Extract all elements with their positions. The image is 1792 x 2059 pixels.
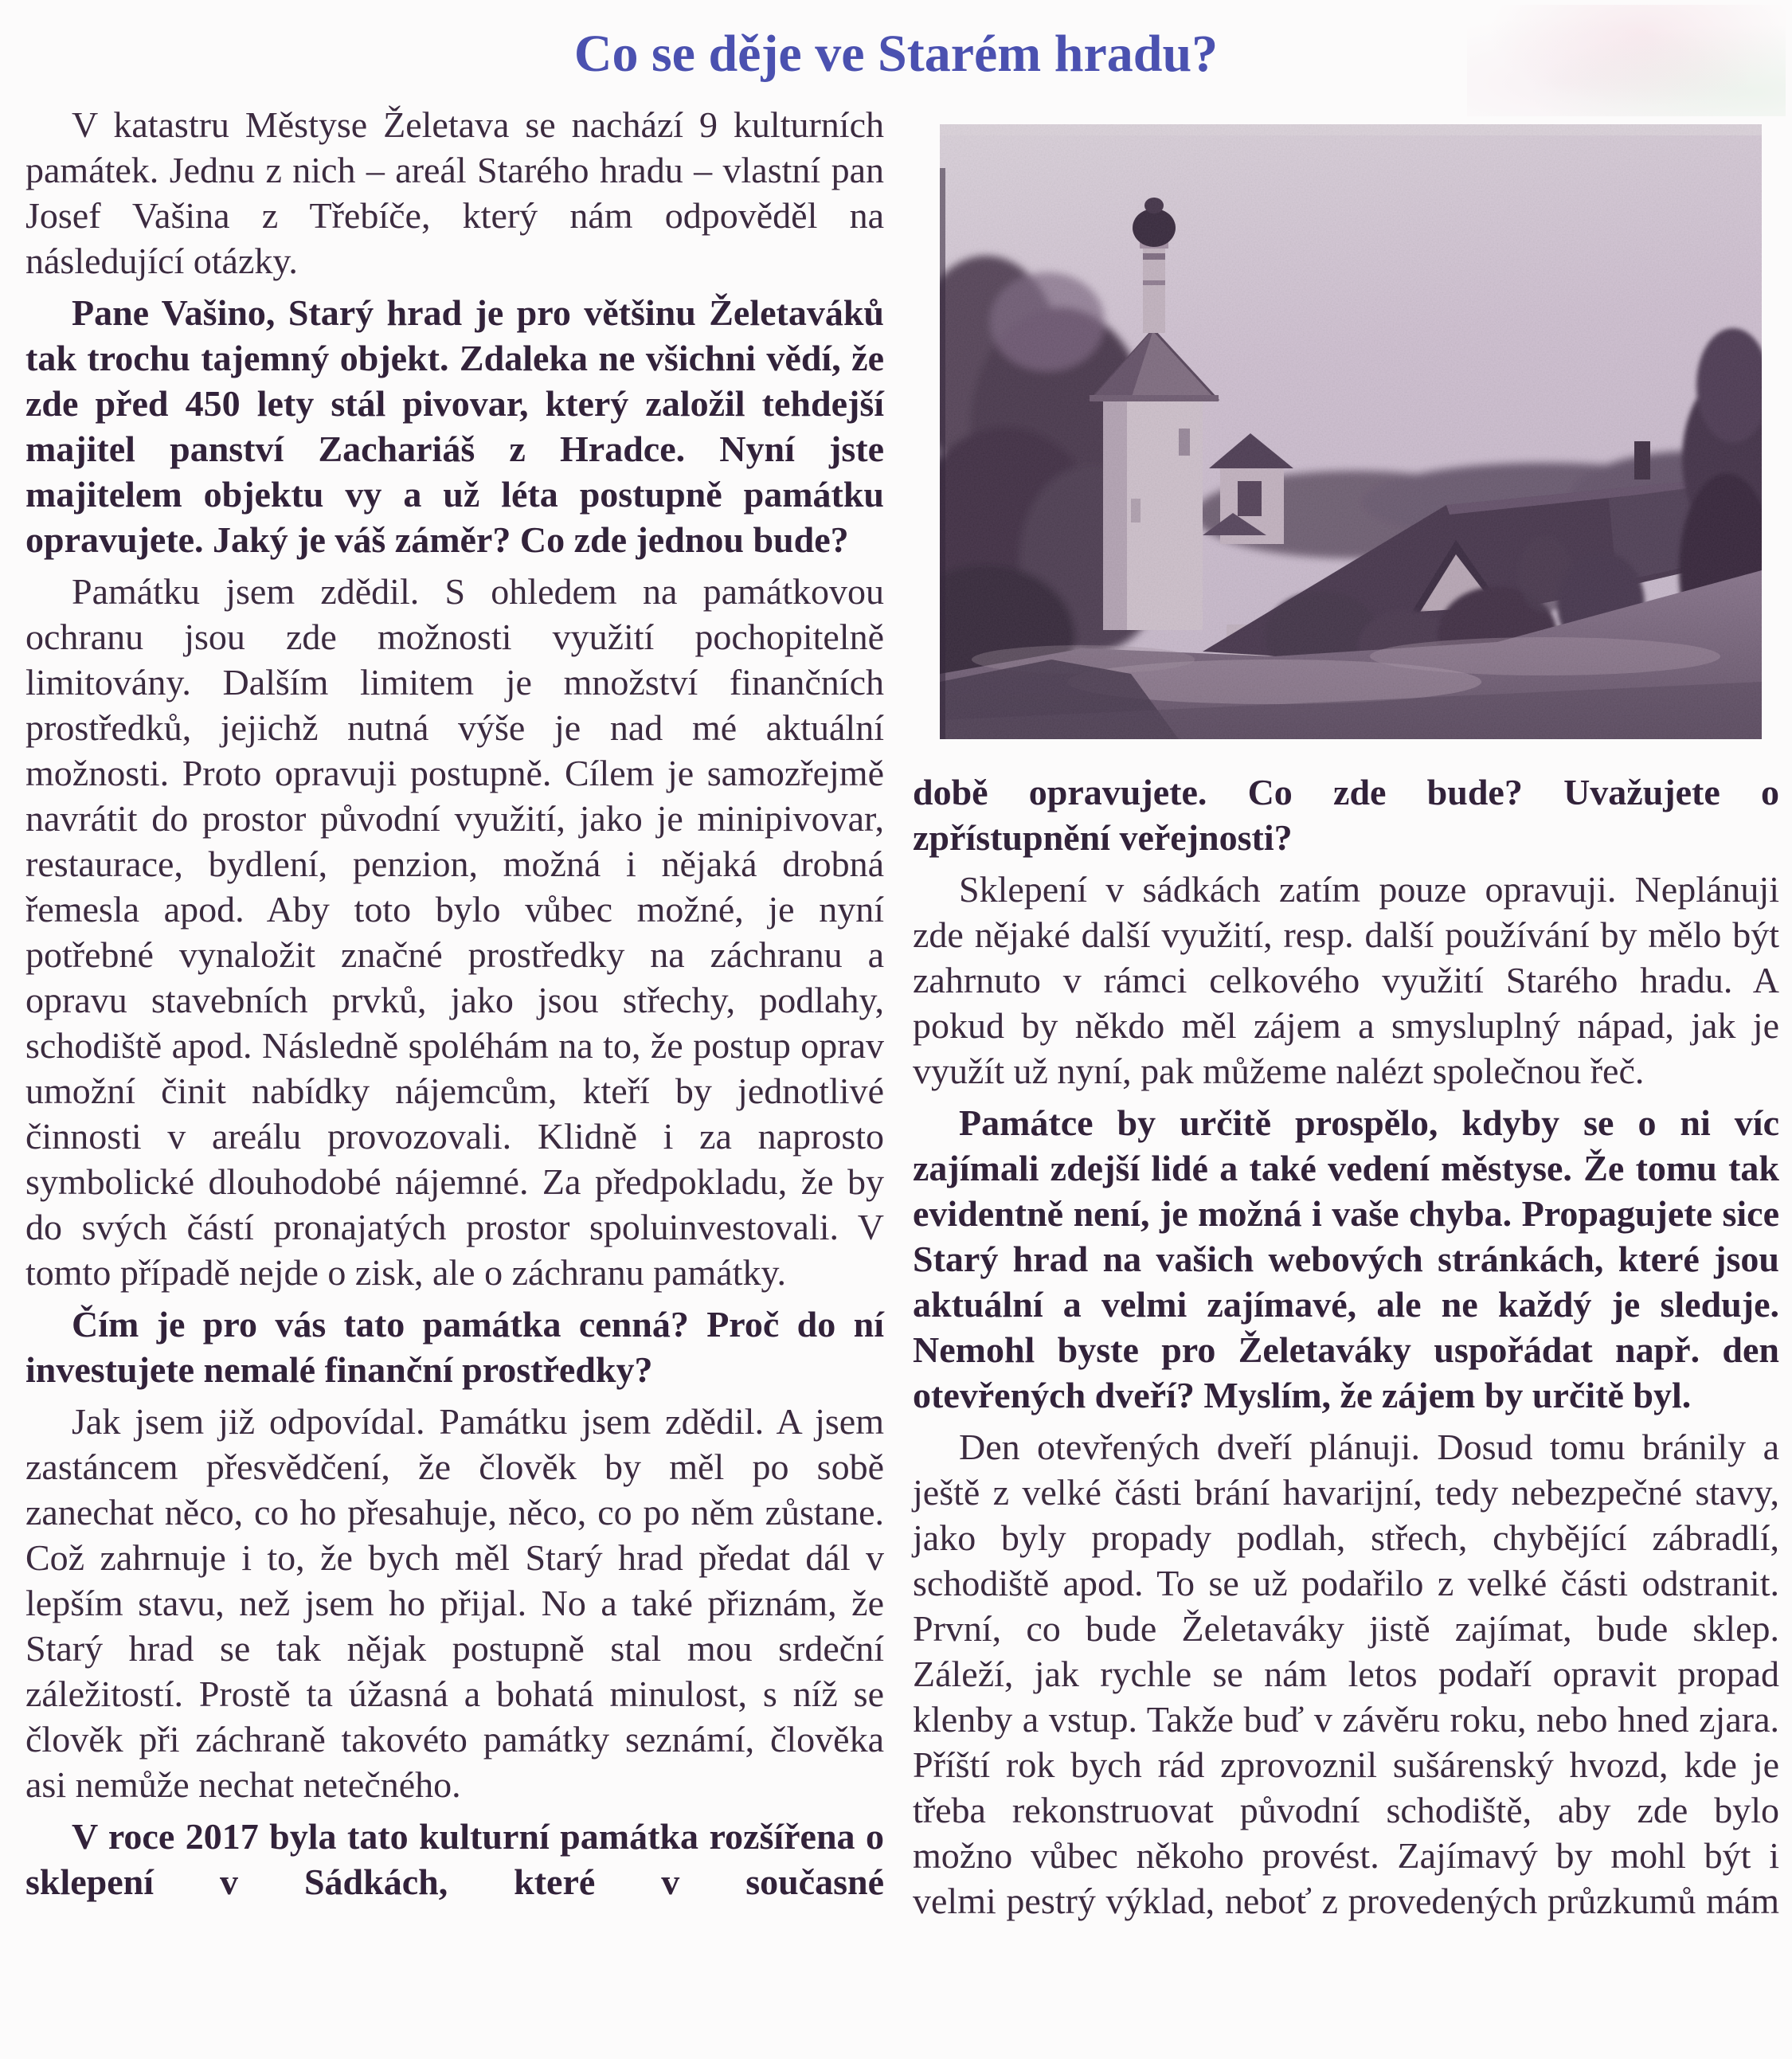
page-title: Co se děje ve Starém hradu?	[573, 25, 1219, 83]
photo-grain-overlay	[940, 124, 1762, 739]
paragraph-intro: V katastru Městyse Želetava se nachází 9 kulturních památek. Jednu z nich – areál Starého hradu – vlastní pan Josef Vašina z Třebíče, který nám odpověděl na následující otázky.	[25, 104, 884, 281]
article-photo	[940, 124, 1762, 739]
right-text-column	[913, 102, 1779, 1924]
castle-photo-illustration	[940, 124, 1762, 739]
paragraph-question-4: Památce by určitě prospělo, kdyby se o ni víc zajímali zdejší lidé a také vedení městyse. Že tomu tak evidentně není, je možná i vaše chyba. Propagujete sice Starý hrad na vašich webových stránkách, které jsou aktuální a velmi zajímavé, ale ne každý je sleduje. Nemohl byste pro Želetaváky uspořádat např. den otevřených dveří? Myslím, že zájem by určitě byl.	[913, 1102, 1779, 1415]
paragraph-answer-1: Památku jsem zdědil. S ohledem na památkovou ochranu jsou zde možnosti využití pochopitelně limitovány. Dalším limitem je množství finančních prostředků, jejichž nutná výše je nad mé aktuální možnosti. Proto opravuji postupně. Cílem je samozřejmě navrátit do prostor původní využití, jako je minipivovar, restaurace, bydlení, penzion, možná i nějaká drobná řemesla apod. Aby toto bylo vůbec možné, je nyní potřebné vynaložit značné prostředky na záchranu a opravu stavebních prvků, jako jsou střechy, podlahy, schodiště apod. Následně spoléhám na to, že postup oprav umožní činit nabídky nájemcům, kteří by jednotlivé činnosti v areálu provozovali. Klidně i za naprosto symbolické dlouhodobé nájemné. Za předpokladu, že by do svých částí pronajatých prostor spoluinvestovali. V tomto případě nejde o zisk, ale o záchranu památky.	[25, 571, 884, 1293]
paragraph-answer-3: Sklepení v sádkách zatím pouze opravuji. Neplánuji zde nějaké další využití, resp. další používání by mělo být zahrnuto v rámci celkového využití Starého hradu. A pokud by někdo měl zájem a smysluplný nápad, jak je využít už nyní, pak můžeme nalézt společnou řeč.	[913, 869, 1779, 1091]
paragraph-question-3-part2: době opravujete. Co zde bude? Uvažujete o zpřístupnění veřejnosti?	[913, 772, 1779, 858]
photo-left-edge	[940, 168, 945, 739]
paragraph-answer-4: Den otevřených dveří plánuji. Dosud tomu bránily a ještě z velké části brání havarijní, tedy nebezpečné stavy, jako byly propady podlah, střech, chybějící zábradlí, schodiště apod. To se už podařilo z velké části odstranit. První, co bude Želetaváky jistě zajímat, bude sklep. Záleží, jak rychle se nám letos podaří opravit propad klenby a vstup. Takže buď v závěru roku, nebo hned zjara. Příští rok bych rád zprovoznil sušárenský hvozd, kde je třeba rekonstruovat původní schodiště, aby zde bylo možno vůbec někoho provést. Zajímavý by mohl být i velmi pestrý výklad, neboť z provedených průzkumů mám	[913, 1427, 1779, 1921]
paragraph-question-1: Pane Vašino, Starý hrad je pro většinu Želetaváků tak trochu tajemný objekt. Zdaleka ne všichni vědí, že zde před 450 lety stál pivovar, který založil tehdejší majitel panství Zachariáš z Hradce. Nyní jste majitelem objektu vy a už léta postupně památku opravujete. Jaký je váš záměr? Co zde jednou bude?	[25, 292, 884, 560]
left-text-column	[25, 102, 884, 1904]
paragraph-answer-2: Jak jsem již odpovídal. Památku jsem zdědil. A jsem zastáncem přesvědčení, že člověk by měl po sobě zanechat něco, co ho přesahuje, něco, co po něm zůstane. Což zahrnuje i to, že bych měl Starý hrad předat dál v lepším stavu, než jsem ho přijal. No a také přiznám, že Starý hrad se tak nějak postupně stal mou srdeční záležitostí. Prostě ta úžasná a bohatá minulost, s níž se člověk při záchraně takovéto památky seznámí, člověka asi nemůže nechat netečného.	[25, 1401, 884, 1805]
paragraph-question-2: Čím je pro vás tato památka cenná? Proč do ní investujete nemalé finanční prostředky?	[25, 1304, 884, 1390]
paragraph-question-3-part1: V roce 2017 byla tato kulturní památka rozšířena o sklepení v Sádkách, které v současné	[25, 1816, 884, 1902]
